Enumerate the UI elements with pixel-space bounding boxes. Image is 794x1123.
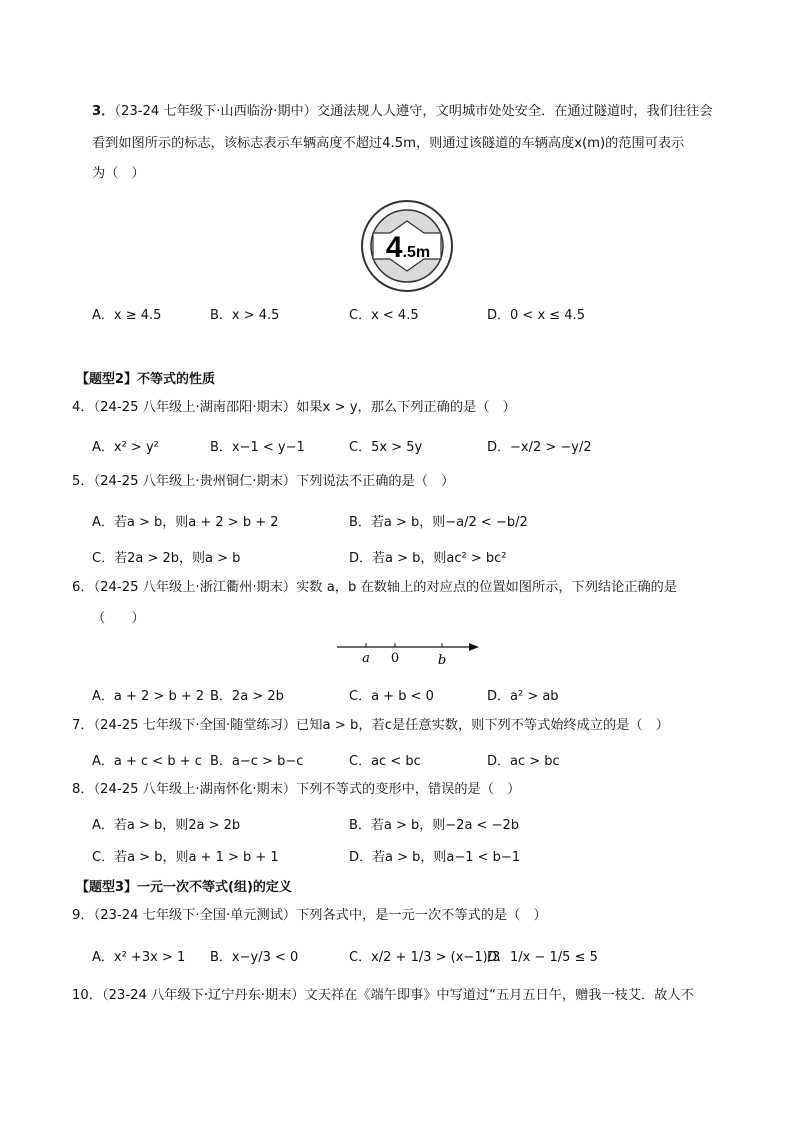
- q3-source: （23-24 七年级下·山西临汾·期中）: [114, 104, 317, 119]
- q7-option-a[interactable]: A．a + c < b + c: [92, 754, 202, 769]
- q4-option-b[interactable]: B．x−1 < y−1: [210, 440, 305, 455]
- q5-option-b[interactable]: B．若a > b，则−a/2 < −b/2: [349, 515, 528, 530]
- q3-line3: 为（ ）: [92, 166, 145, 181]
- height-limit-sign-figure: [360, 199, 454, 293]
- q8-option-a[interactable]: A．若a > b，则2a > 2b: [92, 818, 241, 833]
- q3-line1: [92, 102, 713, 122]
- q5-option-c[interactable]: C．若2a > 2b，则a > b: [92, 551, 241, 566]
- q4-option-c[interactable]: C．5x > 5y: [349, 440, 423, 455]
- q4-option-d[interactable]: D．−x/2 > −y/2: [487, 440, 592, 455]
- q3-line2: 看到如图所示的标志，该标志表示车辆高度不超过4.5m，则通过该隧道的车辆高度x(m)的范围可表示: [92, 136, 685, 151]
- q4-text: 4．（24-25 八年级上·湖南邵阳·期末）如果x > y，那么下列正确的是（ ）: [72, 400, 516, 415]
- q7-option-d[interactable]: D．ac > bc: [487, 754, 560, 769]
- q3-option-d[interactable]: D．0 < x ≤ 4.5: [487, 308, 585, 323]
- q3-text-1: 交通法规人人遵守，文明城市处处安全．在通过隧道时，我们往往会: [316, 104, 713, 119]
- q3-option-b[interactable]: B．x > 4.5: [210, 308, 280, 323]
- q9-text: 9．（23-24 七年级下·全国·单元测试）下列各式中，是一元一次不等式的是（ ）: [72, 908, 547, 923]
- q4-option-a[interactable]: A．x² > y²: [92, 440, 159, 455]
- q9-option-b[interactable]: B．x−y/3 < 0: [210, 950, 299, 965]
- q8-option-b[interactable]: B．若a > b，则−2a < −2b: [349, 818, 519, 833]
- q9-option-d[interactable]: D．1/x − 1/5 ≤ 5: [487, 950, 598, 965]
- q3-option-a[interactable]: A．x ≥ 4.5: [92, 308, 162, 323]
- q7-option-c[interactable]: C．ac < bc: [349, 754, 421, 769]
- q8-option-c[interactable]: C．若a > b，则a + 1 > b + 1: [92, 850, 279, 865]
- q9-option-a[interactable]: A．x² +3x > 1: [92, 950, 186, 965]
- section-heading-type2: 【题型2】不等式的性质: [76, 372, 216, 387]
- q5-text: 5．（24-25 八年级上·贵州铜仁·期末）下列说法不正确的是（ ）: [72, 474, 455, 489]
- q10-text: 10．（23-24 八年级下·辽宁丹东·期末）文天祥在《端午即事》中写道过“五月五日午，赠我一枝艾．故人不: [72, 988, 694, 1003]
- q6-option-b[interactable]: B．2a > 2b: [210, 689, 284, 704]
- q5-option-a[interactable]: A．若a > b，则a + 2 > b + 2: [92, 515, 279, 530]
- q6-option-c[interactable]: C．a + b < 0: [349, 689, 434, 704]
- axis-label-b: b: [437, 653, 447, 668]
- q7-text: 7．（24-25 七年级下·全国·随堂练习）已知a > b，若c是任意实数，则下列不等式始终成立的是（ ）: [72, 718, 669, 733]
- q6-line2: （ ）: [92, 611, 145, 626]
- q7-option-b[interactable]: B．a−c > b−c: [210, 754, 304, 769]
- q5-option-d[interactable]: D．若a > b，则ac² > bc²: [349, 551, 507, 566]
- q6-option-d[interactable]: D．a² > ab: [487, 689, 559, 704]
- axis-label-zero: 0: [390, 651, 400, 666]
- q3-number: 3．: [92, 104, 115, 119]
- axis-label-a: a: [362, 651, 370, 666]
- q6-line1: 6．（24-25 八年级上·浙江衢州·期末）实数 a，b 在数轴上的对应点的位置如图所示，下列结论正确的是: [72, 580, 678, 595]
- sign-text: 4.5m: [385, 231, 431, 264]
- section-heading-type3: 【题型3】一元一次不等式(组)的定义: [76, 880, 292, 895]
- number-line-figure: [335, 636, 485, 668]
- q3-option-c[interactable]: C．x < 4.5: [349, 308, 419, 323]
- q6-option-a[interactable]: A．a + 2 > b + 2: [92, 689, 205, 704]
- number-line-arrow: [469, 643, 479, 651]
- q8-text: 8．（24-25 八年级上·湖南怀化·期末）下列不等式的变形中，错误的是（ ）: [72, 782, 521, 797]
- q8-option-d[interactable]: D．若a > b，则a−1 < b−1: [349, 850, 521, 865]
- q9-option-c[interactable]: C．x/2 + 1/3 > (x−1)/3: [349, 950, 501, 965]
